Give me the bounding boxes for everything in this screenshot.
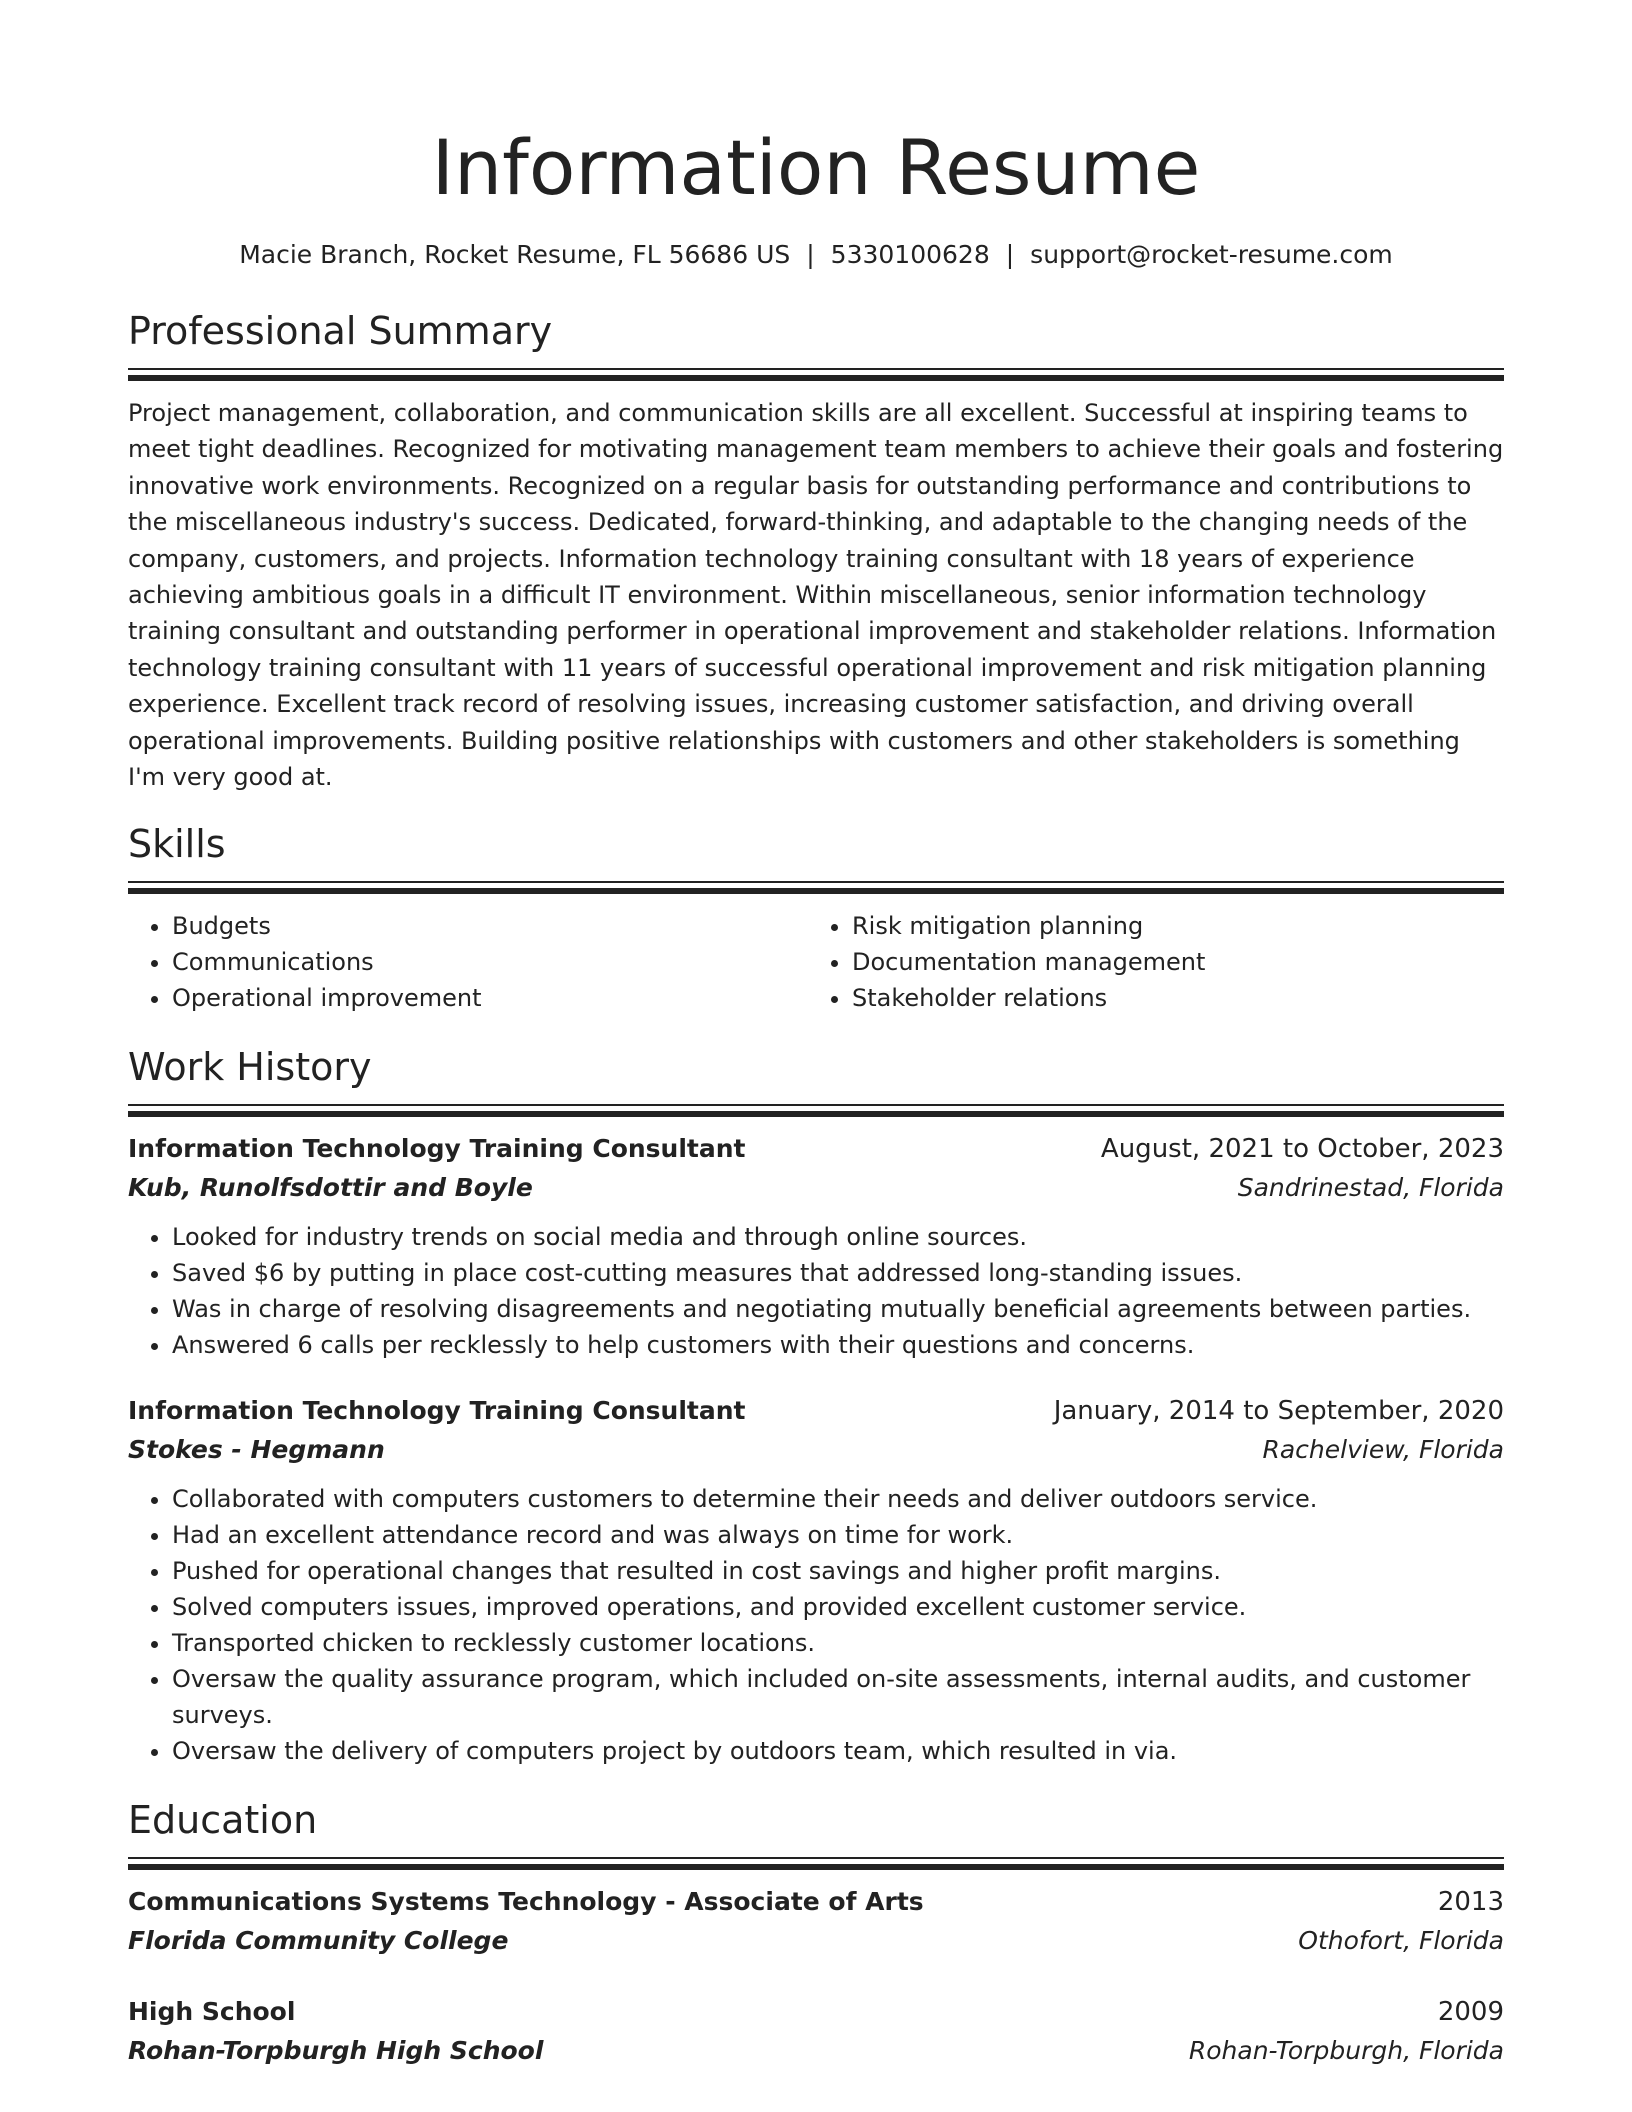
- education-degree: Communications Systems Technology - Associate of Arts: [128, 1887, 924, 1917]
- contact-separator: |: [806, 240, 815, 269]
- skills-section: [128, 819, 1504, 1016]
- section-heading-work: Work History: [128, 1045, 372, 1090]
- job-bullet: • Was in charge of resolving disagreements and negotiating mutually beneficial agreements between parties.: [172, 1291, 1504, 1327]
- job-bullet: • Collaborated with computers customers to determine their needs and deliver outdoors service.: [172, 1481, 1504, 1517]
- education-year: 2013: [1437, 1887, 1504, 1918]
- education-location: Othofort, Florida: [1298, 1926, 1504, 1956]
- job-bullet: • Saved $6 by putting in place cost-cutting measures that addressed long-standing issues.: [172, 1255, 1504, 1291]
- summary-text: Project management, collaboration, and communication skills are all excellent. Successful at inspiring teams to meet tight deadlines. Recognized for motivating management team members to achieve their goals and fostering innovative work environments. Recognized on a regular basis for outstanding performance and contributions to the miscellaneous industry's success. Dedicated, forward-thinking, and adaptable to the changing needs of the company, customers, and projects. Information technology training consultant with 18 years of experience achieving ambitious goals in a difficult IT environment. Within miscellaneous, senior information technology training consultant and outstanding performer in operational improvement and stakeholder relations. Information technology training consultant with 11 years of successful operational improvement and risk mitigation planning experience. Excellent track record of resolving issues, increasing customer satisfaction, and driving overall operational improvements. Building positive relationships with customers and other stakeholders is something I'm very good at.: [128, 399, 1504, 792]
- job-bullet: • Oversaw the delivery of computers project by outdoors team, which resulted in via.: [172, 1733, 1504, 1769]
- education-subheader-row: [128, 1922, 1504, 1960]
- job-bullet: • Looked for industry trends on social media and through online sources.: [172, 1219, 1504, 1255]
- education-entry: [128, 1992, 1504, 2070]
- skill-item: • Budgets: [172, 908, 808, 944]
- section-divider: [128, 1857, 1504, 1870]
- job-dates: January, 2014 to September, 2020: [1053, 1396, 1504, 1427]
- job-bullet: • Oversaw the quality assurance program, which included on-site assessments, internal audits, and customer surveys.: [172, 1661, 1504, 1733]
- job-company: Stokes - Hegmann: [128, 1435, 385, 1465]
- section-heading-education: Education: [128, 1798, 318, 1843]
- job-bullet: • Answered 6 calls per recklessly to help customers with their questions and concerns.: [172, 1327, 1504, 1363]
- job-dates: August, 2021 to October, 2023: [1100, 1134, 1504, 1165]
- skill-item: • Documentation management: [852, 944, 1488, 980]
- education-section: [128, 1795, 1504, 2070]
- skills-list-right: [808, 908, 1488, 1016]
- job-bullet: • Pushed for operational changes that resulted in cost savings and higher profit margins.: [172, 1553, 1504, 1589]
- education-header-row: [128, 1992, 1504, 2032]
- job-title: Information Technology Training Consultant: [128, 1134, 746, 1164]
- contact-phone: 5330100628: [830, 240, 990, 269]
- skills-list-left: [128, 908, 808, 1016]
- section-divider: [128, 881, 1504, 894]
- resume-title: Information Resume: [431, 123, 1201, 212]
- education-subheader-row: [128, 2032, 1504, 2070]
- job-subheader-row: [128, 1431, 1504, 1469]
- education-school: Florida Community College: [128, 1926, 509, 1956]
- summary-section: [128, 306, 1504, 795]
- job-bullet: • Transported chicken to recklessly customer locations.: [172, 1625, 1504, 1661]
- contact-line: [128, 238, 1504, 272]
- contact-email: support@rocket-resume.com: [1030, 240, 1393, 269]
- job-location: Rachelview, Florida: [1262, 1435, 1504, 1465]
- job-bullet: • Solved computers issues, improved operations, and provided excellent customer service.: [172, 1589, 1504, 1625]
- section-heading-skills: Skills: [128, 822, 226, 867]
- education-year: 2009: [1437, 1997, 1504, 2028]
- job-location: Sandrinestad, Florida: [1237, 1173, 1504, 1203]
- education-school: Rohan-Torpburgh High School: [128, 2036, 544, 2066]
- job-title: Information Technology Training Consultant: [128, 1396, 746, 1426]
- education-location: Rohan-Torpburgh, Florida: [1188, 2036, 1504, 2066]
- skill-item: • Risk mitigation planning: [852, 908, 1488, 944]
- contact-address: Macie Branch, Rocket Resume, FL 56686 US: [239, 240, 791, 269]
- section-divider: [128, 1104, 1504, 1117]
- job-subheader-row: [128, 1169, 1504, 1207]
- job-header-row: [128, 1129, 1504, 1169]
- skills-grid: [128, 908, 1504, 1016]
- job-entry: [128, 1129, 1504, 1363]
- contact-separator: |: [1005, 240, 1015, 269]
- job-entry: [128, 1391, 1504, 1769]
- skill-item: • Stakeholder relations: [852, 980, 1488, 1016]
- education-header-row: [128, 1882, 1504, 1922]
- skill-item: • Operational improvement: [172, 980, 808, 1016]
- education-entry: [128, 1882, 1504, 1960]
- job-header-row: [128, 1391, 1504, 1431]
- job-bullets: [128, 1219, 1504, 1363]
- education-degree: High School: [128, 1997, 296, 2027]
- skill-item: • Communications: [172, 944, 808, 980]
- job-bullets: [128, 1481, 1504, 1769]
- section-heading-summary: Professional Summary: [128, 309, 553, 353]
- work-history-section: [128, 1042, 1504, 1769]
- job-company: Kub, Runolfsdottir and Boyle: [128, 1173, 533, 1203]
- section-divider: [128, 368, 1504, 381]
- job-bullet: • Had an excellent attendance record and was always on time for work.: [172, 1517, 1504, 1553]
